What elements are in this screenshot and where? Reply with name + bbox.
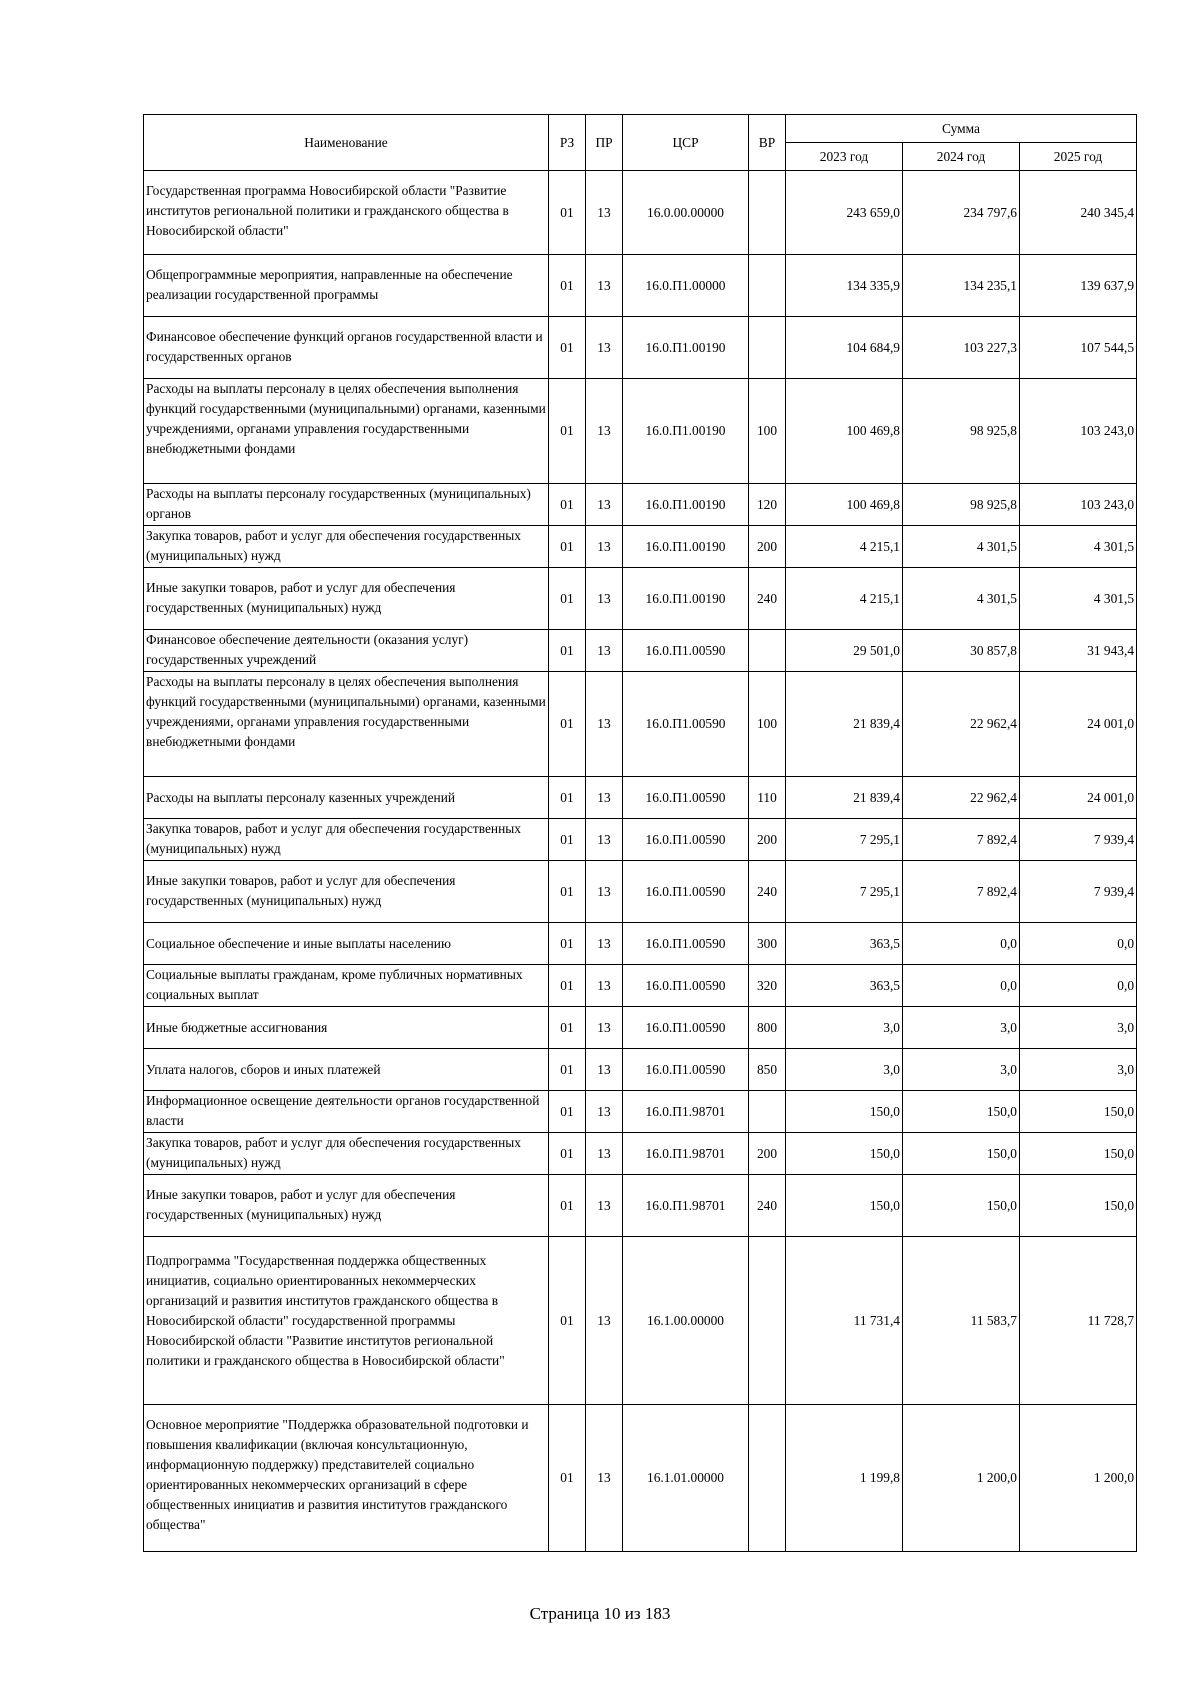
- row-sum-2023: 363,5: [786, 965, 903, 1007]
- row-rz: 01: [549, 1007, 586, 1049]
- row-sum-2024: 150,0: [903, 1091, 1020, 1133]
- table-row: [144, 1237, 1137, 1405]
- table-row: [144, 526, 1137, 568]
- row-rz: 01: [549, 1237, 586, 1405]
- row-pr: 13: [586, 965, 623, 1007]
- header-year-2025: 2025 год: [1020, 143, 1137, 171]
- row-sum-2024: 7 892,4: [903, 819, 1020, 861]
- row-vr: 100: [749, 672, 786, 777]
- row-sum-2024: 4 301,5: [903, 526, 1020, 568]
- row-vr: 800: [749, 1007, 786, 1049]
- row-sum-2024: 98 925,8: [903, 379, 1020, 484]
- row-sum-2023: 1 199,8: [786, 1405, 903, 1552]
- row-sum-2025: 24 001,0: [1020, 777, 1137, 819]
- row-sum-2023: 243 659,0: [786, 171, 903, 255]
- row-name: Информационное освещение деятельности органов государственной власти: [144, 1091, 549, 1133]
- row-sum-2024: 4 301,5: [903, 568, 1020, 630]
- row-sum-2024: 11 583,7: [903, 1237, 1020, 1405]
- table-row: [144, 965, 1137, 1007]
- row-name: Иные закупки товаров, работ и услуг для обеспечения государственных (муниципальных) нужд: [144, 861, 549, 923]
- header-vr: ВР: [749, 115, 786, 171]
- row-csr: 16.0.П1.00590: [623, 923, 749, 965]
- table-row: [144, 672, 1137, 777]
- row-pr: 13: [586, 379, 623, 484]
- row-name: Финансовое обеспечение функций органов государственной власти и государственных органов: [144, 317, 549, 379]
- row-sum-2025: 107 544,5: [1020, 317, 1137, 379]
- row-sum-2023: 150,0: [786, 1133, 903, 1175]
- header-year-2023: 2023 год: [786, 143, 903, 171]
- row-sum-2025: 139 637,9: [1020, 255, 1137, 317]
- row-sum-2023: 104 684,9: [786, 317, 903, 379]
- row-sum-2025: 240 345,4: [1020, 171, 1137, 255]
- row-vr: 200: [749, 819, 786, 861]
- row-vr: [749, 1237, 786, 1405]
- row-sum-2023: 21 839,4: [786, 777, 903, 819]
- row-csr: 16.0.П1.00190: [623, 568, 749, 630]
- row-name: Закупка товаров, работ и услуг для обеспечения государственных (муниципальных) нужд: [144, 1133, 549, 1175]
- row-rz: 01: [549, 317, 586, 379]
- row-sum-2024: 103 227,3: [903, 317, 1020, 379]
- row-name: Основное мероприятие "Поддержка образовательной подготовки и повышения квалификации (включая консультационную, информационную поддержку) представителей социально ориентированных некоммерческих организаций в сфере общественных инициатив и развития институтов гражданского общества": [144, 1405, 549, 1552]
- row-name: Финансовое обеспечение деятельности (оказания услуг) государственных учреждений: [144, 630, 549, 672]
- row-sum-2023: 29 501,0: [786, 630, 903, 672]
- row-sum-2023: 7 295,1: [786, 819, 903, 861]
- row-name: Закупка товаров, работ и услуг для обеспечения государственных (муниципальных) нужд: [144, 526, 549, 568]
- row-csr: 16.0.П1.00190: [623, 317, 749, 379]
- row-name: Уплата налогов, сборов и иных платежей: [144, 1049, 549, 1091]
- row-name: Расходы на выплаты персоналу государственных (муниципальных) органов: [144, 484, 549, 526]
- row-sum-2023: 21 839,4: [786, 672, 903, 777]
- row-vr: 300: [749, 923, 786, 965]
- row-pr: 13: [586, 526, 623, 568]
- row-sum-2025: 4 301,5: [1020, 568, 1137, 630]
- header-year-2024: 2024 год: [903, 143, 1020, 171]
- row-vr: 850: [749, 1049, 786, 1091]
- row-rz: 01: [549, 861, 586, 923]
- row-csr: 16.0.П1.00590: [623, 861, 749, 923]
- row-pr: 13: [586, 819, 623, 861]
- table-row: [144, 1175, 1137, 1237]
- row-rz: 01: [549, 568, 586, 630]
- row-sum-2024: 150,0: [903, 1175, 1020, 1237]
- row-csr: 16.1.00.00000: [623, 1237, 749, 1405]
- row-sum-2025: 150,0: [1020, 1091, 1137, 1133]
- row-pr: 13: [586, 777, 623, 819]
- table-row: [144, 484, 1137, 526]
- row-name: Иные бюджетные ассигнования: [144, 1007, 549, 1049]
- row-sum-2023: 100 469,8: [786, 379, 903, 484]
- row-name: Иные закупки товаров, работ и услуг для обеспечения государственных (муниципальных) нужд: [144, 1175, 549, 1237]
- table-row: [144, 317, 1137, 379]
- row-sum-2024: 30 857,8: [903, 630, 1020, 672]
- table-row: [144, 171, 1137, 255]
- row-vr: 200: [749, 526, 786, 568]
- row-sum-2025: 1 200,0: [1020, 1405, 1137, 1552]
- row-sum-2023: 4 215,1: [786, 526, 903, 568]
- row-sum-2023: 150,0: [786, 1175, 903, 1237]
- row-sum-2025: 31 943,4: [1020, 630, 1137, 672]
- row-rz: 01: [549, 171, 586, 255]
- row-csr: 16.0.00.00000: [623, 171, 749, 255]
- row-pr: 13: [586, 1133, 623, 1175]
- row-rz: 01: [549, 1405, 586, 1552]
- table-row: [144, 1405, 1137, 1552]
- row-vr: 200: [749, 1133, 786, 1175]
- table-header: [144, 115, 1137, 171]
- row-pr: 13: [586, 1405, 623, 1552]
- row-csr: 16.0.П1.00190: [623, 379, 749, 484]
- row-name: Расходы на выплаты персоналу в целях обеспечения выполнения функций государственными (муниципальными) органами, казенными учреждениями, органами управления государственными внебюджетными фондами: [144, 379, 549, 484]
- row-pr: 13: [586, 861, 623, 923]
- row-sum-2023: 7 295,1: [786, 861, 903, 923]
- row-csr: 16.1.01.00000: [623, 1405, 749, 1552]
- row-name: Расходы на выплаты персоналу в целях обеспечения выполнения функций государственными (муниципальными) органами, казенными учреждениями, органами управления государственными внебюджетными фондами: [144, 672, 549, 777]
- table-row: [144, 777, 1137, 819]
- row-sum-2025: 0,0: [1020, 923, 1137, 965]
- row-name: Социальные выплаты гражданам, кроме публичных нормативных социальных выплат: [144, 965, 549, 1007]
- row-rz: 01: [549, 1049, 586, 1091]
- row-pr: 13: [586, 1175, 623, 1237]
- header-sum: Сумма: [786, 115, 1137, 143]
- row-sum-2024: 98 925,8: [903, 484, 1020, 526]
- page-number: Страница 10 из 183: [529, 1604, 671, 1623]
- row-rz: 01: [549, 923, 586, 965]
- row-sum-2023: 150,0: [786, 1091, 903, 1133]
- row-name: Расходы на выплаты персоналу казенных учреждений: [144, 777, 549, 819]
- table-row: [144, 819, 1137, 861]
- row-vr: [749, 1091, 786, 1133]
- row-sum-2023: 100 469,8: [786, 484, 903, 526]
- row-sum-2024: 234 797,6: [903, 171, 1020, 255]
- row-vr: 110: [749, 777, 786, 819]
- row-csr: 16.0.П1.00590: [623, 819, 749, 861]
- row-pr: 13: [586, 484, 623, 526]
- table-row: [144, 379, 1137, 484]
- header-pr: ПР: [586, 115, 623, 171]
- row-vr: [749, 171, 786, 255]
- row-name: Социальное обеспечение и иные выплаты населению: [144, 923, 549, 965]
- row-name: Государственная программа Новосибирской области "Развитие институтов региональной политики и гражданского общества в Новосибирской области": [144, 171, 549, 255]
- row-sum-2023: 134 335,9: [786, 255, 903, 317]
- row-vr: [749, 255, 786, 317]
- row-sum-2025: 11 728,7: [1020, 1237, 1137, 1405]
- row-sum-2023: 11 731,4: [786, 1237, 903, 1405]
- row-pr: 13: [586, 317, 623, 379]
- row-rz: 01: [549, 526, 586, 568]
- table-row: [144, 1049, 1137, 1091]
- row-pr: 13: [586, 630, 623, 672]
- row-rz: 01: [549, 965, 586, 1007]
- row-rz: 01: [549, 819, 586, 861]
- row-sum-2025: 103 243,0: [1020, 379, 1137, 484]
- row-csr: 16.0.П1.00590: [623, 965, 749, 1007]
- row-sum-2024: 7 892,4: [903, 861, 1020, 923]
- row-sum-2025: 3,0: [1020, 1049, 1137, 1091]
- row-sum-2025: 7 939,4: [1020, 819, 1137, 861]
- row-sum-2024: 0,0: [903, 965, 1020, 1007]
- row-vr: 240: [749, 861, 786, 923]
- row-rz: 01: [549, 630, 586, 672]
- row-sum-2024: 150,0: [903, 1133, 1020, 1175]
- table-row: [144, 1007, 1137, 1049]
- row-name: Общепрограммные мероприятия, направленные на обеспечение реализации государственной программы: [144, 255, 549, 317]
- row-pr: 13: [586, 1049, 623, 1091]
- row-sum-2023: 4 215,1: [786, 568, 903, 630]
- row-name: Подпрограмма "Государственная поддержка общественных инициатив, социально ориентированных некоммерческих организаций и развития институтов гражданского общества в Новосибирской области" государственной программы Новосибирской области "Развитие институтов региональной политики и гражданского общества в Новосибирской области": [144, 1237, 549, 1405]
- row-rz: 01: [549, 484, 586, 526]
- table-body: [144, 171, 1137, 1552]
- row-sum-2025: 3,0: [1020, 1007, 1137, 1049]
- row-vr: 240: [749, 568, 786, 630]
- row-sum-2023: 3,0: [786, 1007, 903, 1049]
- row-pr: 13: [586, 255, 623, 317]
- row-rz: 01: [549, 1133, 586, 1175]
- row-sum-2025: 103 243,0: [1020, 484, 1137, 526]
- row-rz: 01: [549, 379, 586, 484]
- row-sum-2025: 24 001,0: [1020, 672, 1137, 777]
- row-vr: [749, 630, 786, 672]
- row-rz: 01: [549, 777, 586, 819]
- row-csr: 16.0.П1.98701: [623, 1133, 749, 1175]
- row-name: Иные закупки товаров, работ и услуг для обеспечения государственных (муниципальных) нужд: [144, 568, 549, 630]
- row-vr: [749, 1405, 786, 1552]
- row-csr: 16.0.П1.00190: [623, 526, 749, 568]
- table-row: [144, 255, 1137, 317]
- header-name: Наименование: [144, 115, 549, 171]
- header-rz: РЗ: [549, 115, 586, 171]
- row-sum-2025: 0,0: [1020, 965, 1137, 1007]
- row-csr: 16.0.П1.00000: [623, 255, 749, 317]
- row-rz: 01: [549, 1091, 586, 1133]
- row-csr: 16.0.П1.00590: [623, 630, 749, 672]
- row-vr: 120: [749, 484, 786, 526]
- row-sum-2023: 3,0: [786, 1049, 903, 1091]
- row-sum-2024: 0,0: [903, 923, 1020, 965]
- row-pr: 13: [586, 568, 623, 630]
- row-vr: 100: [749, 379, 786, 484]
- row-sum-2024: 134 235,1: [903, 255, 1020, 317]
- row-pr: 13: [586, 1237, 623, 1405]
- table-row: [144, 861, 1137, 923]
- row-csr: 16.0.П1.00190: [623, 484, 749, 526]
- table-row: [144, 630, 1137, 672]
- row-vr: [749, 317, 786, 379]
- row-sum-2024: 3,0: [903, 1049, 1020, 1091]
- row-pr: 13: [586, 672, 623, 777]
- row-name: Закупка товаров, работ и услуг для обеспечения государственных (муниципальных) нужд: [144, 819, 549, 861]
- row-rz: 01: [549, 255, 586, 317]
- row-sum-2025: 150,0: [1020, 1175, 1137, 1237]
- row-rz: 01: [549, 1175, 586, 1237]
- row-pr: 13: [586, 1007, 623, 1049]
- row-sum-2025: 7 939,4: [1020, 861, 1137, 923]
- row-csr: 16.0.П1.00590: [623, 672, 749, 777]
- row-vr: 240: [749, 1175, 786, 1237]
- row-sum-2024: 1 200,0: [903, 1405, 1020, 1552]
- table-row: [144, 923, 1137, 965]
- table-row: [144, 1091, 1137, 1133]
- row-csr: 16.0.П1.00590: [623, 1049, 749, 1091]
- header-csr: ЦСР: [623, 115, 749, 171]
- row-sum-2025: 4 301,5: [1020, 526, 1137, 568]
- budget-table: [143, 114, 1137, 1552]
- table-row: [144, 568, 1137, 630]
- row-csr: 16.0.П1.98701: [623, 1175, 749, 1237]
- row-pr: 13: [586, 1091, 623, 1133]
- row-vr: 320: [749, 965, 786, 1007]
- row-sum-2024: 22 962,4: [903, 777, 1020, 819]
- row-sum-2023: 363,5: [786, 923, 903, 965]
- row-pr: 13: [586, 171, 623, 255]
- table-row: [144, 1133, 1137, 1175]
- row-sum-2025: 150,0: [1020, 1133, 1137, 1175]
- row-csr: 16.0.П1.00590: [623, 777, 749, 819]
- row-sum-2024: 22 962,4: [903, 672, 1020, 777]
- row-rz: 01: [549, 672, 586, 777]
- row-csr: 16.0.П1.00590: [623, 1007, 749, 1049]
- row-pr: 13: [586, 923, 623, 965]
- row-csr: 16.0.П1.98701: [623, 1091, 749, 1133]
- row-sum-2024: 3,0: [903, 1007, 1020, 1049]
